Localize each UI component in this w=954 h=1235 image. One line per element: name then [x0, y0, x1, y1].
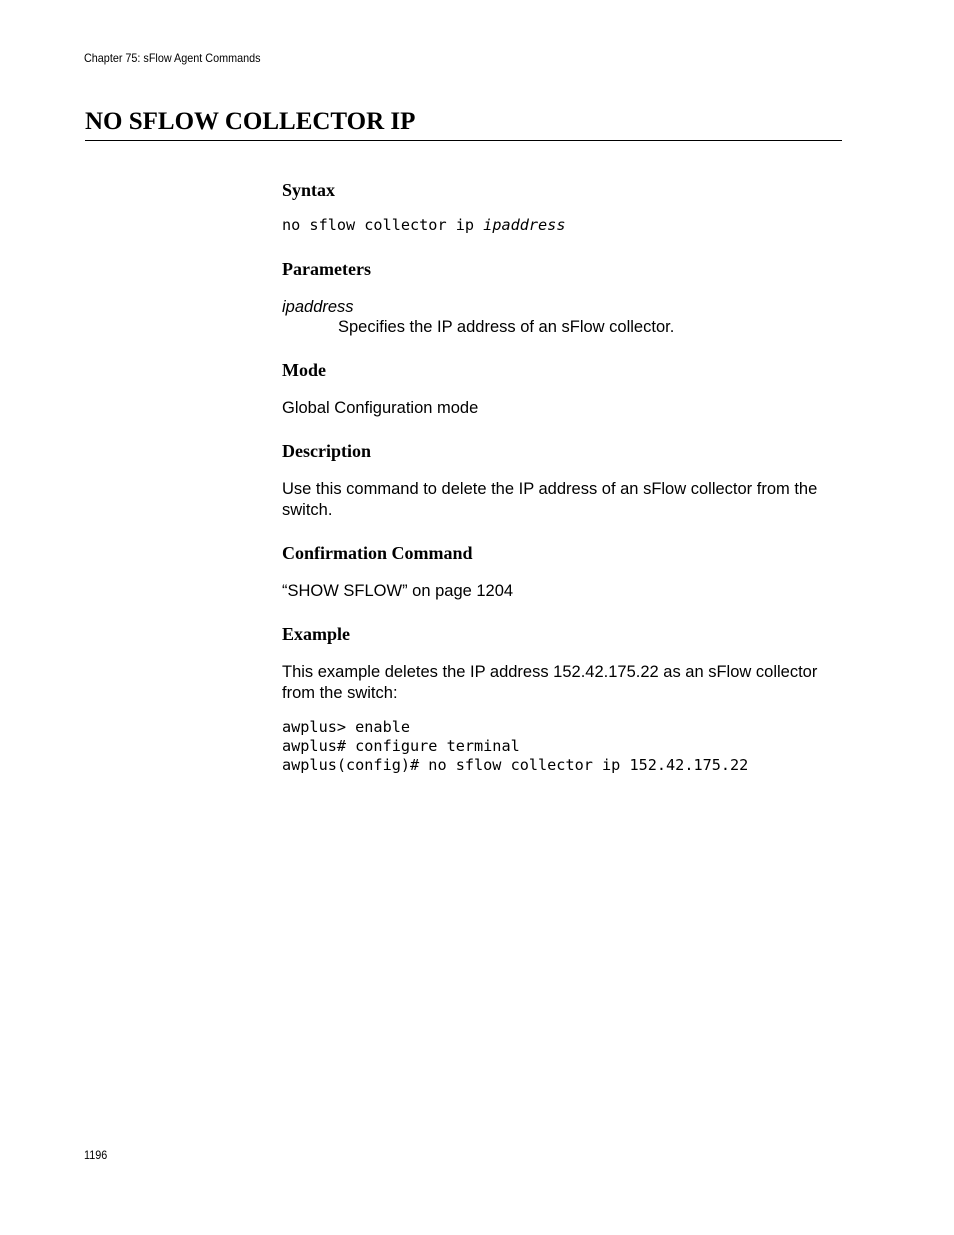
- syntax-command-text: no sflow collector ip: [282, 216, 484, 234]
- description-text: Use this command to delete the IP address of an sFlow collector from the switch.: [282, 480, 818, 519]
- example-heading: Example: [282, 624, 351, 644]
- syntax-variable: ipaddress: [483, 216, 566, 234]
- mode-text: Global Configuration mode: [282, 399, 479, 417]
- confirmation-heading: Confirmation Command: [282, 543, 473, 563]
- running-header: Chapter 75: sFlow Agent Commands: [84, 51, 261, 65]
- page-number: 1196: [84, 1148, 108, 1162]
- syntax-command: [282, 216, 565, 235]
- code-line: awplus> enable: [282, 718, 411, 736]
- syntax-heading: Syntax: [282, 180, 336, 200]
- example-text: This example deletes the IP address 152.42.175.22 as an sFlow collector from the switch:: [282, 663, 818, 702]
- mode-heading: Mode: [282, 360, 326, 380]
- description-heading: Description: [282, 441, 371, 461]
- parameter-name: ipaddress: [282, 298, 354, 316]
- code-line: awplus(config)# no sflow collector ip 152.42.175.22: [282, 756, 749, 775]
- title-rule: [85, 140, 842, 141]
- parameter-description: Specifies the IP address of an sFlow collector.: [338, 318, 675, 336]
- confirmation-link[interactable]: “SHOW SFLOW” on page 1204: [282, 582, 514, 600]
- page-title: NO SFLOW COLLECTOR IP: [85, 108, 416, 135]
- parameters-heading: Parameters: [282, 259, 371, 279]
- code-line: awplus# configure terminal: [282, 737, 520, 756]
- example-code-block: [282, 718, 748, 776]
